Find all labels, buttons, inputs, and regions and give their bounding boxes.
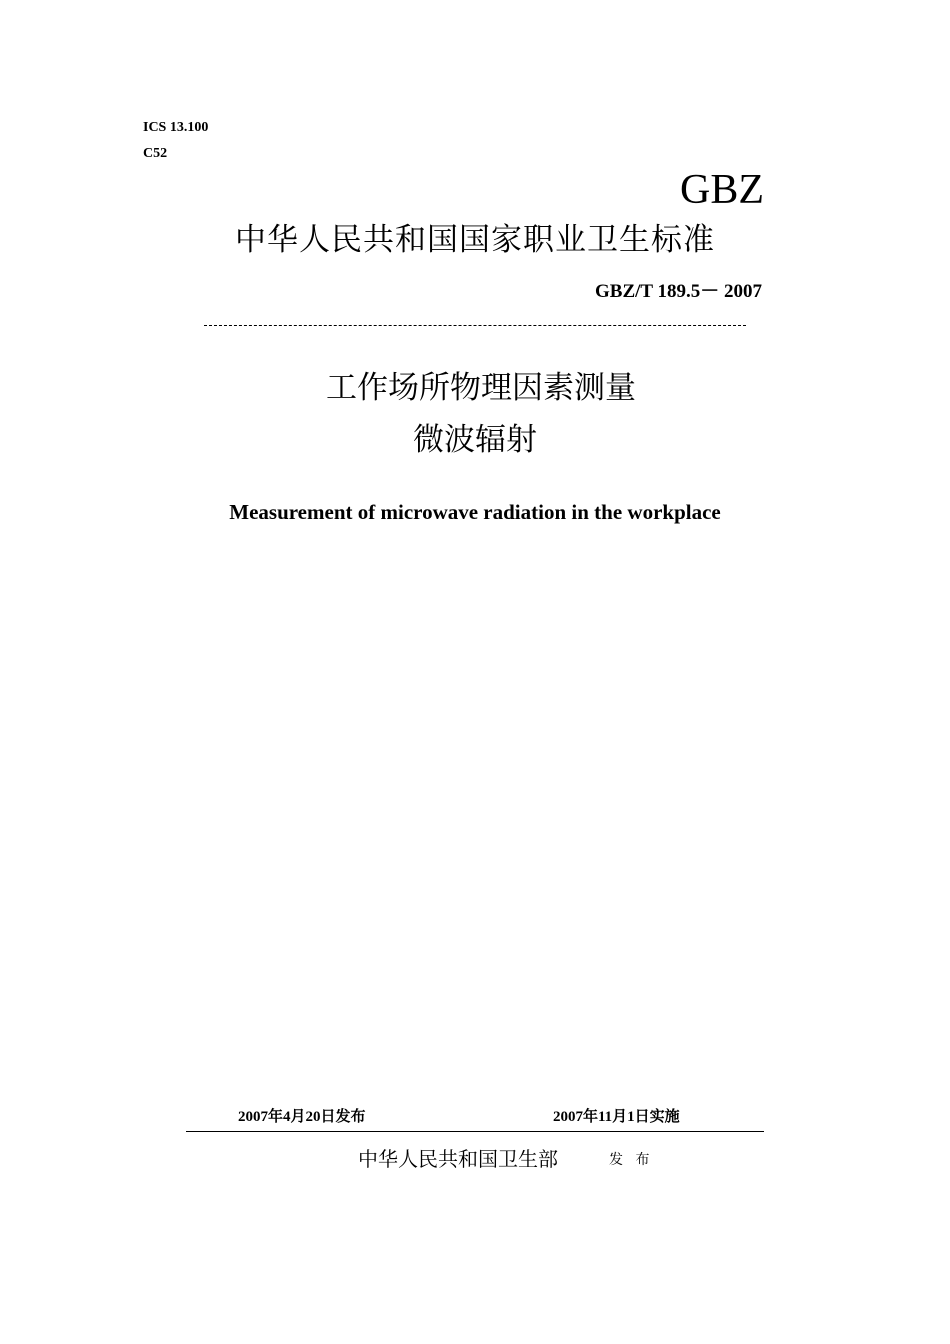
title-chinese-line2: 微波辐射 bbox=[413, 422, 537, 458]
ccs-code: C52 bbox=[143, 146, 168, 161]
issuer-name: 中华人民共和国卫生部 bbox=[358, 1147, 558, 1171]
implementation-date: 2007年11月1日实施 bbox=[553, 1109, 680, 1125]
title-chinese-line1: 工作场所物理因素测量 bbox=[326, 370, 636, 406]
issue-date: 2007年4月20日发布 bbox=[238, 1109, 366, 1125]
ics-code: ICS 13.100 bbox=[143, 120, 209, 135]
issuer-suffix: 发 布 bbox=[609, 1152, 654, 1168]
title-english: Measurement of microwave radiation in the workplace bbox=[229, 500, 721, 524]
gbz-logo: GBZ bbox=[680, 167, 764, 213]
standard-number: GBZ/T 189.5－ 2007 bbox=[595, 281, 762, 302]
standard-category: 中华人民共和国国家职业卫生标准 bbox=[235, 222, 715, 258]
footer-divider bbox=[186, 1131, 764, 1132]
dashed-line bbox=[204, 325, 746, 326]
dashed-separator bbox=[204, 320, 746, 332]
